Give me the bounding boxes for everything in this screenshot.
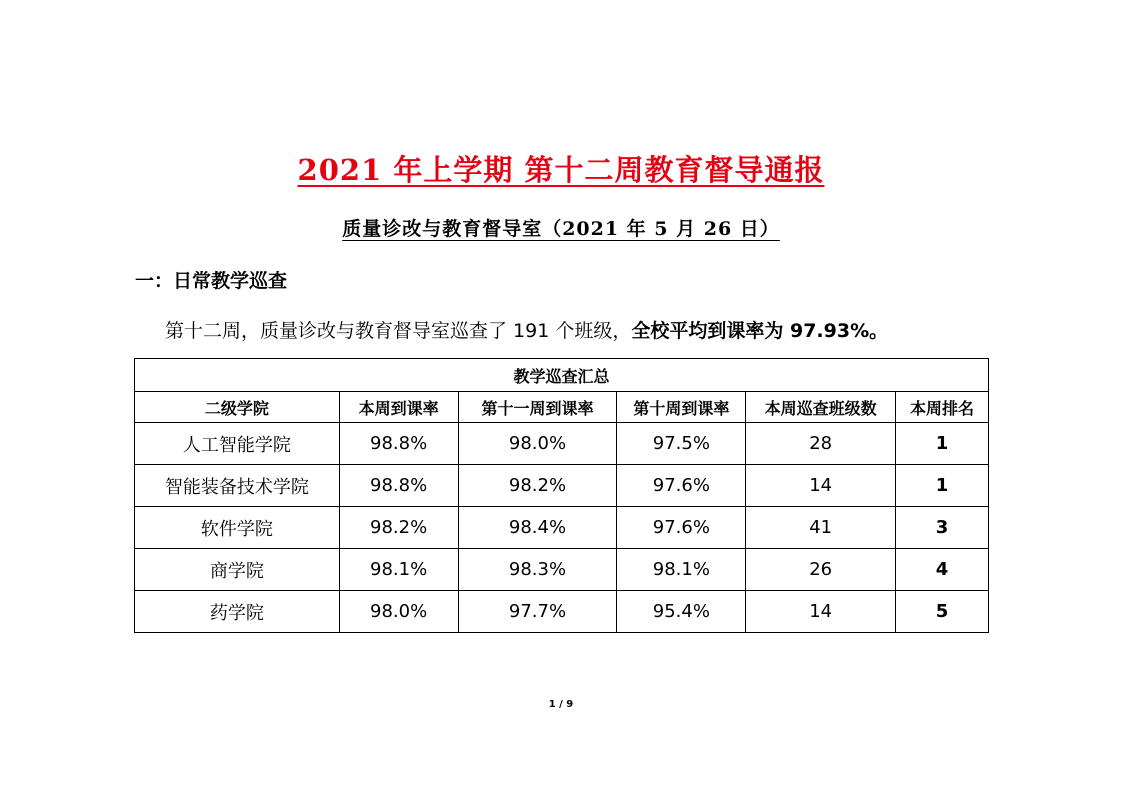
rate-this-week-cell: 98.0% — [339, 591, 458, 633]
rank-cell: 1 — [896, 423, 989, 465]
rate-this-week-cell: 98.8% — [339, 465, 458, 507]
rate-this-week-cell: 98.8% — [339, 423, 458, 465]
column-header: 本周巡查班级数 — [746, 392, 896, 423]
rank-cell: 4 — [896, 549, 989, 591]
rate-this-week-cell: 98.2% — [339, 507, 458, 549]
class-count-cell: 14 — [746, 465, 896, 507]
column-header: 二级学院 — [135, 392, 340, 423]
college-cell: 商学院 — [135, 549, 340, 591]
column-header: 第十周到课率 — [617, 392, 746, 423]
paragraph-text: 第十二周，质量诊改与教育督导室巡查了 191 个班级， — [165, 320, 632, 342]
rate-week11-cell: 98.0% — [458, 423, 617, 465]
section-heading: 一：日常教学巡查 — [135, 270, 288, 292]
rank-cell: 3 — [896, 507, 989, 549]
rank-cell: 5 — [896, 591, 989, 633]
page-number: 1 / 9 — [548, 699, 574, 710]
paragraph-highlight: 全校平均到课率为 97.93%。 — [631, 320, 889, 342]
table-row — [135, 423, 989, 465]
rate-week10-cell: 95.4% — [617, 591, 746, 633]
rank-cell: 1 — [896, 465, 989, 507]
table-caption: 教学巡查汇总 — [135, 359, 989, 392]
table-row — [135, 507, 989, 549]
college-cell: 智能装备技术学院 — [135, 465, 340, 507]
college-cell: 软件学院 — [135, 507, 340, 549]
summary-paragraph — [165, 316, 888, 343]
college-cell: 人工智能学院 — [135, 423, 340, 465]
rate-week11-cell: 98.4% — [458, 507, 617, 549]
class-count-cell: 41 — [746, 507, 896, 549]
rate-week11-cell: 98.3% — [458, 549, 617, 591]
table-row — [135, 591, 989, 633]
page-subtitle — [0, 214, 1122, 241]
table-row — [135, 549, 989, 591]
rate-week11-cell: 97.7% — [458, 591, 617, 633]
rate-week10-cell: 97.5% — [617, 423, 746, 465]
inspection-summary-table — [134, 358, 989, 633]
column-header: 本周到课率 — [339, 392, 458, 423]
rate-this-week-cell: 98.1% — [339, 549, 458, 591]
column-header: 本周排名 — [896, 392, 989, 423]
rate-week10-cell: 98.1% — [617, 549, 746, 591]
page-title: 2021 年上学期 第十二周教育督导通报 — [297, 153, 825, 187]
class-count-cell: 14 — [746, 591, 896, 633]
subtitle-text: 质量诊改与教育督导室（2021 年 5 月 26 日） — [342, 218, 780, 240]
column-header: 第十一周到课率 — [458, 392, 617, 423]
table-row — [135, 465, 989, 507]
class-count-cell: 26 — [746, 549, 896, 591]
rate-week10-cell: 97.6% — [617, 507, 746, 549]
rate-week11-cell: 98.2% — [458, 465, 617, 507]
class-count-cell: 28 — [746, 423, 896, 465]
college-cell: 药学院 — [135, 591, 340, 633]
rate-week10-cell: 97.6% — [617, 465, 746, 507]
